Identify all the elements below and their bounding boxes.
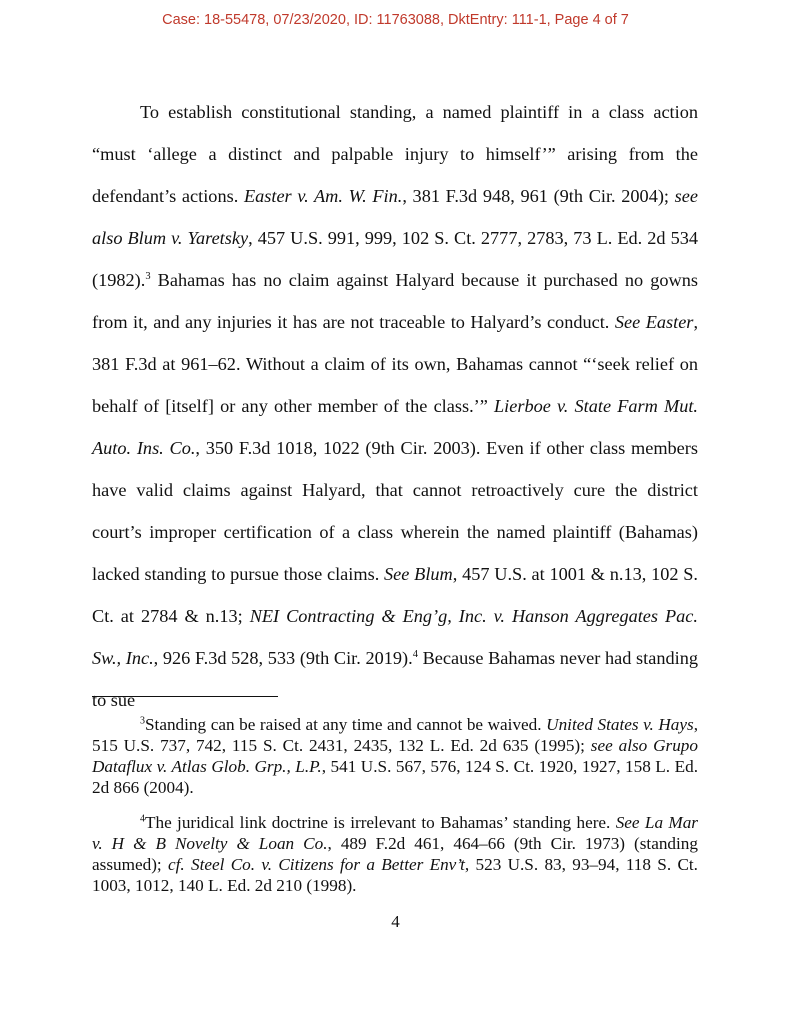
text-run: , 381 F.3d 948, 961 (9th Cir. 2004); bbox=[402, 186, 675, 206]
text-run: To establish constitutional standing, a named plaintiff in a class action “must ‘allege a distinct and palpable injury to himself’” arising from the defendant’s actions. bbox=[92, 102, 698, 206]
text-run: , 489 F.2d 461, 464–66 (9th Cir. 1973) (standing assumed); bbox=[92, 834, 698, 874]
case-header: Case: 18-55478, 07/23/2020, ID: 11763088, DktEntry: 111-1, Page 4 of 7 bbox=[162, 12, 629, 28]
footnotes bbox=[92, 714, 698, 910]
text-run: Because Bahamas never had standing to sue bbox=[92, 648, 698, 710]
case-citation: see also Blum v. Yaretsky bbox=[92, 186, 698, 248]
case-citation: Lierboe v. State Farm Mut. Auto. Ins. Co. bbox=[92, 396, 698, 458]
text-run: , 457 U.S. 991, 999, 102 S. Ct. 2777, 2783, 73 L. Ed. 2d 534 (1982). bbox=[92, 228, 698, 290]
text-run: , 457 U.S. at 1001 & n.13, 102 S. Ct. at 2784 & n.13; bbox=[92, 564, 698, 626]
text-run: , 350 F.3d 1018, 1022 (9th Cir. 2003). Even if other class members have valid claims against Halyard, that cannot retroactively cure the district court’s improper certification of a class wherein the named plaintiff (Bahamas) lacked standing to pursue those claims. bbox=[92, 438, 698, 584]
main-paragraph bbox=[92, 91, 698, 721]
text-run: , 381 F.3d at 961–62. Without a claim of its own, Bahamas cannot “‘seek relief on behalf of [itself] or any other member of the class.’” bbox=[92, 312, 699, 416]
footnote-divider bbox=[92, 696, 278, 697]
text-run: , 926 F.3d 528, 533 (9th Cir. 2019). bbox=[153, 648, 413, 668]
case-citation: see also Grupo Dataflux v. Atlas Glob. Grp., L.P. bbox=[92, 736, 698, 776]
body-text bbox=[92, 91, 698, 721]
case-citation: Easter v. Am. W. Fin. bbox=[243, 186, 403, 206]
text-run: , 523 U.S. 83, 93–94, 118 S. Ct. 1003, 1012, 140 L. Ed. 2d 210 (1998). bbox=[92, 855, 698, 895]
text-run: The juridical link doctrine is irrelevant to Bahamas’ standing here. bbox=[145, 813, 616, 832]
text-run: , 515 U.S. 737, 742, 115 S. Ct. 2431, 2435, 132 L. Ed. 2d 635 (1995); bbox=[92, 715, 698, 755]
text-run: Bahamas has no claim against Halyard because it purchased no gowns from it, and any injuries it has are not traceable to Halyard’s conduct. bbox=[92, 270, 698, 332]
case-citation: United States v. Hays bbox=[546, 715, 694, 734]
footnote-mark: 4 bbox=[140, 813, 145, 825]
footnote-4 bbox=[92, 812, 698, 896]
footnote-reference: 3 bbox=[145, 270, 151, 282]
footnote-3 bbox=[92, 714, 698, 798]
case-citation: See Blum bbox=[384, 564, 453, 584]
case-citation: cf. Steel Co. v. Citizens for a Better Env’t bbox=[168, 855, 465, 874]
text-run: Standing can be raised at any time and cannot be waived. bbox=[145, 715, 547, 734]
case-citation: See Easter bbox=[614, 312, 694, 332]
footnote-reference: 4 bbox=[412, 648, 418, 660]
page-number: 4 bbox=[391, 912, 400, 931]
text-run: , 541 U.S. 567, 576, 124 S. Ct. 1920, 1927, 158 L. Ed. 2d 866 (2004). bbox=[92, 757, 698, 797]
footnote-mark: 3 bbox=[140, 715, 145, 727]
case-citation: NEI Contracting & Eng’g, Inc. v. Hanson Aggregates Pac. Sw., Inc. bbox=[92, 606, 698, 668]
case-citation: See La Mar v. H & B Novelty & Loan Co. bbox=[92, 813, 698, 853]
